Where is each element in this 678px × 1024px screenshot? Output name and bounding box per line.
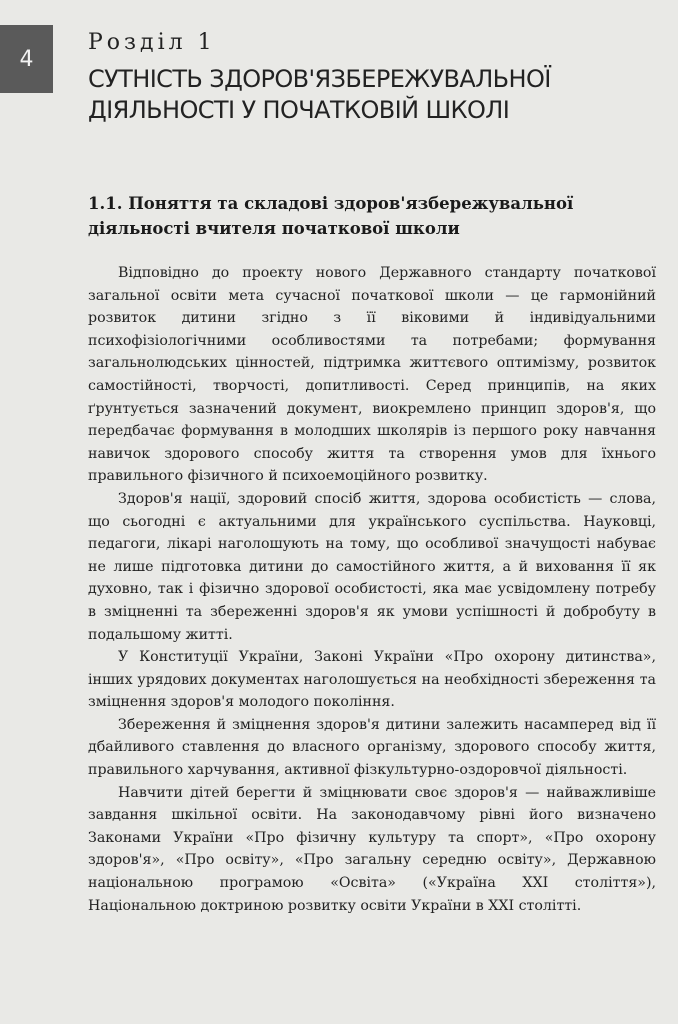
paragraph-3: У Конституції України, Законі України «Про охорону дитинства», інших урядових документах наголошується на необхідності збереження та зміцнення здоров'я молодого покоління. <box>88 649 656 711</box>
subsection-title <box>88 191 648 241</box>
section-label: Розділ 1 <box>88 30 216 55</box>
chapter-title <box>88 64 668 126</box>
chapter-title-line-2: ДІЯЛЬНОСТІ У ПОЧАТКОВІЙ ШКОЛІ <box>88 96 510 124</box>
paragraph-2: Здоров'я нації, здоровий спосіб життя, здорова особистість — слова, що сьогодні є актуальними для українського суспільства. Науковці, педагоги, лікарі наголошують на тому, що особливої значущості набуває не лише підготовка дитини до самостійного життя, а й виховання її як духовно, так і фізично здорової особистості, яка має усвідомлену потребу в зміцненні та збереженні здоров'я як умови успішності й добробуту в подальшому житті. <box>88 490 656 643</box>
subsection-title-line-1: 1.1. Поняття та складові здоров'язбережувальної <box>88 194 574 213</box>
paragraph-5: Навчити дітей берегти й зміцнювати своє здоров'я — найважливіше завдання шкільної освіти. На законодавчому рівні його визначено Законами України «Про фізичну культуру та спорт», «Про охорону здоров'я», «Про освіту», «Про загальну середню освіту», Державною національною програмою «Освіта» («Україна XXI століття»), Національною доктриною розвитку освіти України в XXI столітті. <box>88 784 656 914</box>
paragraph-1: Відповідно до проекту нового Державного стандарту початкової загальної освіти мета сучасної початкової школи — це гармонійний розвиток дитини згідно з її віковими й індивідуальними психофізіологічними особливостями та потребами; формування загальнолюдських цінностей, підтримка життєвого оптимізму, розвиток самостійності, творчості, допитливості. Серед принципів, на яких ґрунтується зазначений документ, виокремлено принцип здоров'я, що передбачає формування в молодших школярів із першого року навчання навичок здорового способу життя та створення умов для їхнього правильного фізичного й психоемоційного розвитку. <box>88 265 656 485</box>
body-text <box>88 262 656 917</box>
chapter-title-line-1: СУТНІСТЬ ЗДОРОВ'ЯЗБЕРЕЖУВАЛЬНОЇ <box>88 65 551 93</box>
subsection-title-line-2: діяльності вчителя початкової школи <box>88 219 460 238</box>
page-number: 4 <box>0 25 53 93</box>
paragraph-4: Збереження й зміцнення здоров'я дитини залежить насамперед від її дбайливого ставлення до власного організму, здорового способу життя, правильного харчування, активної фізкультурно-оздоровчої діяльності. <box>88 716 656 779</box>
